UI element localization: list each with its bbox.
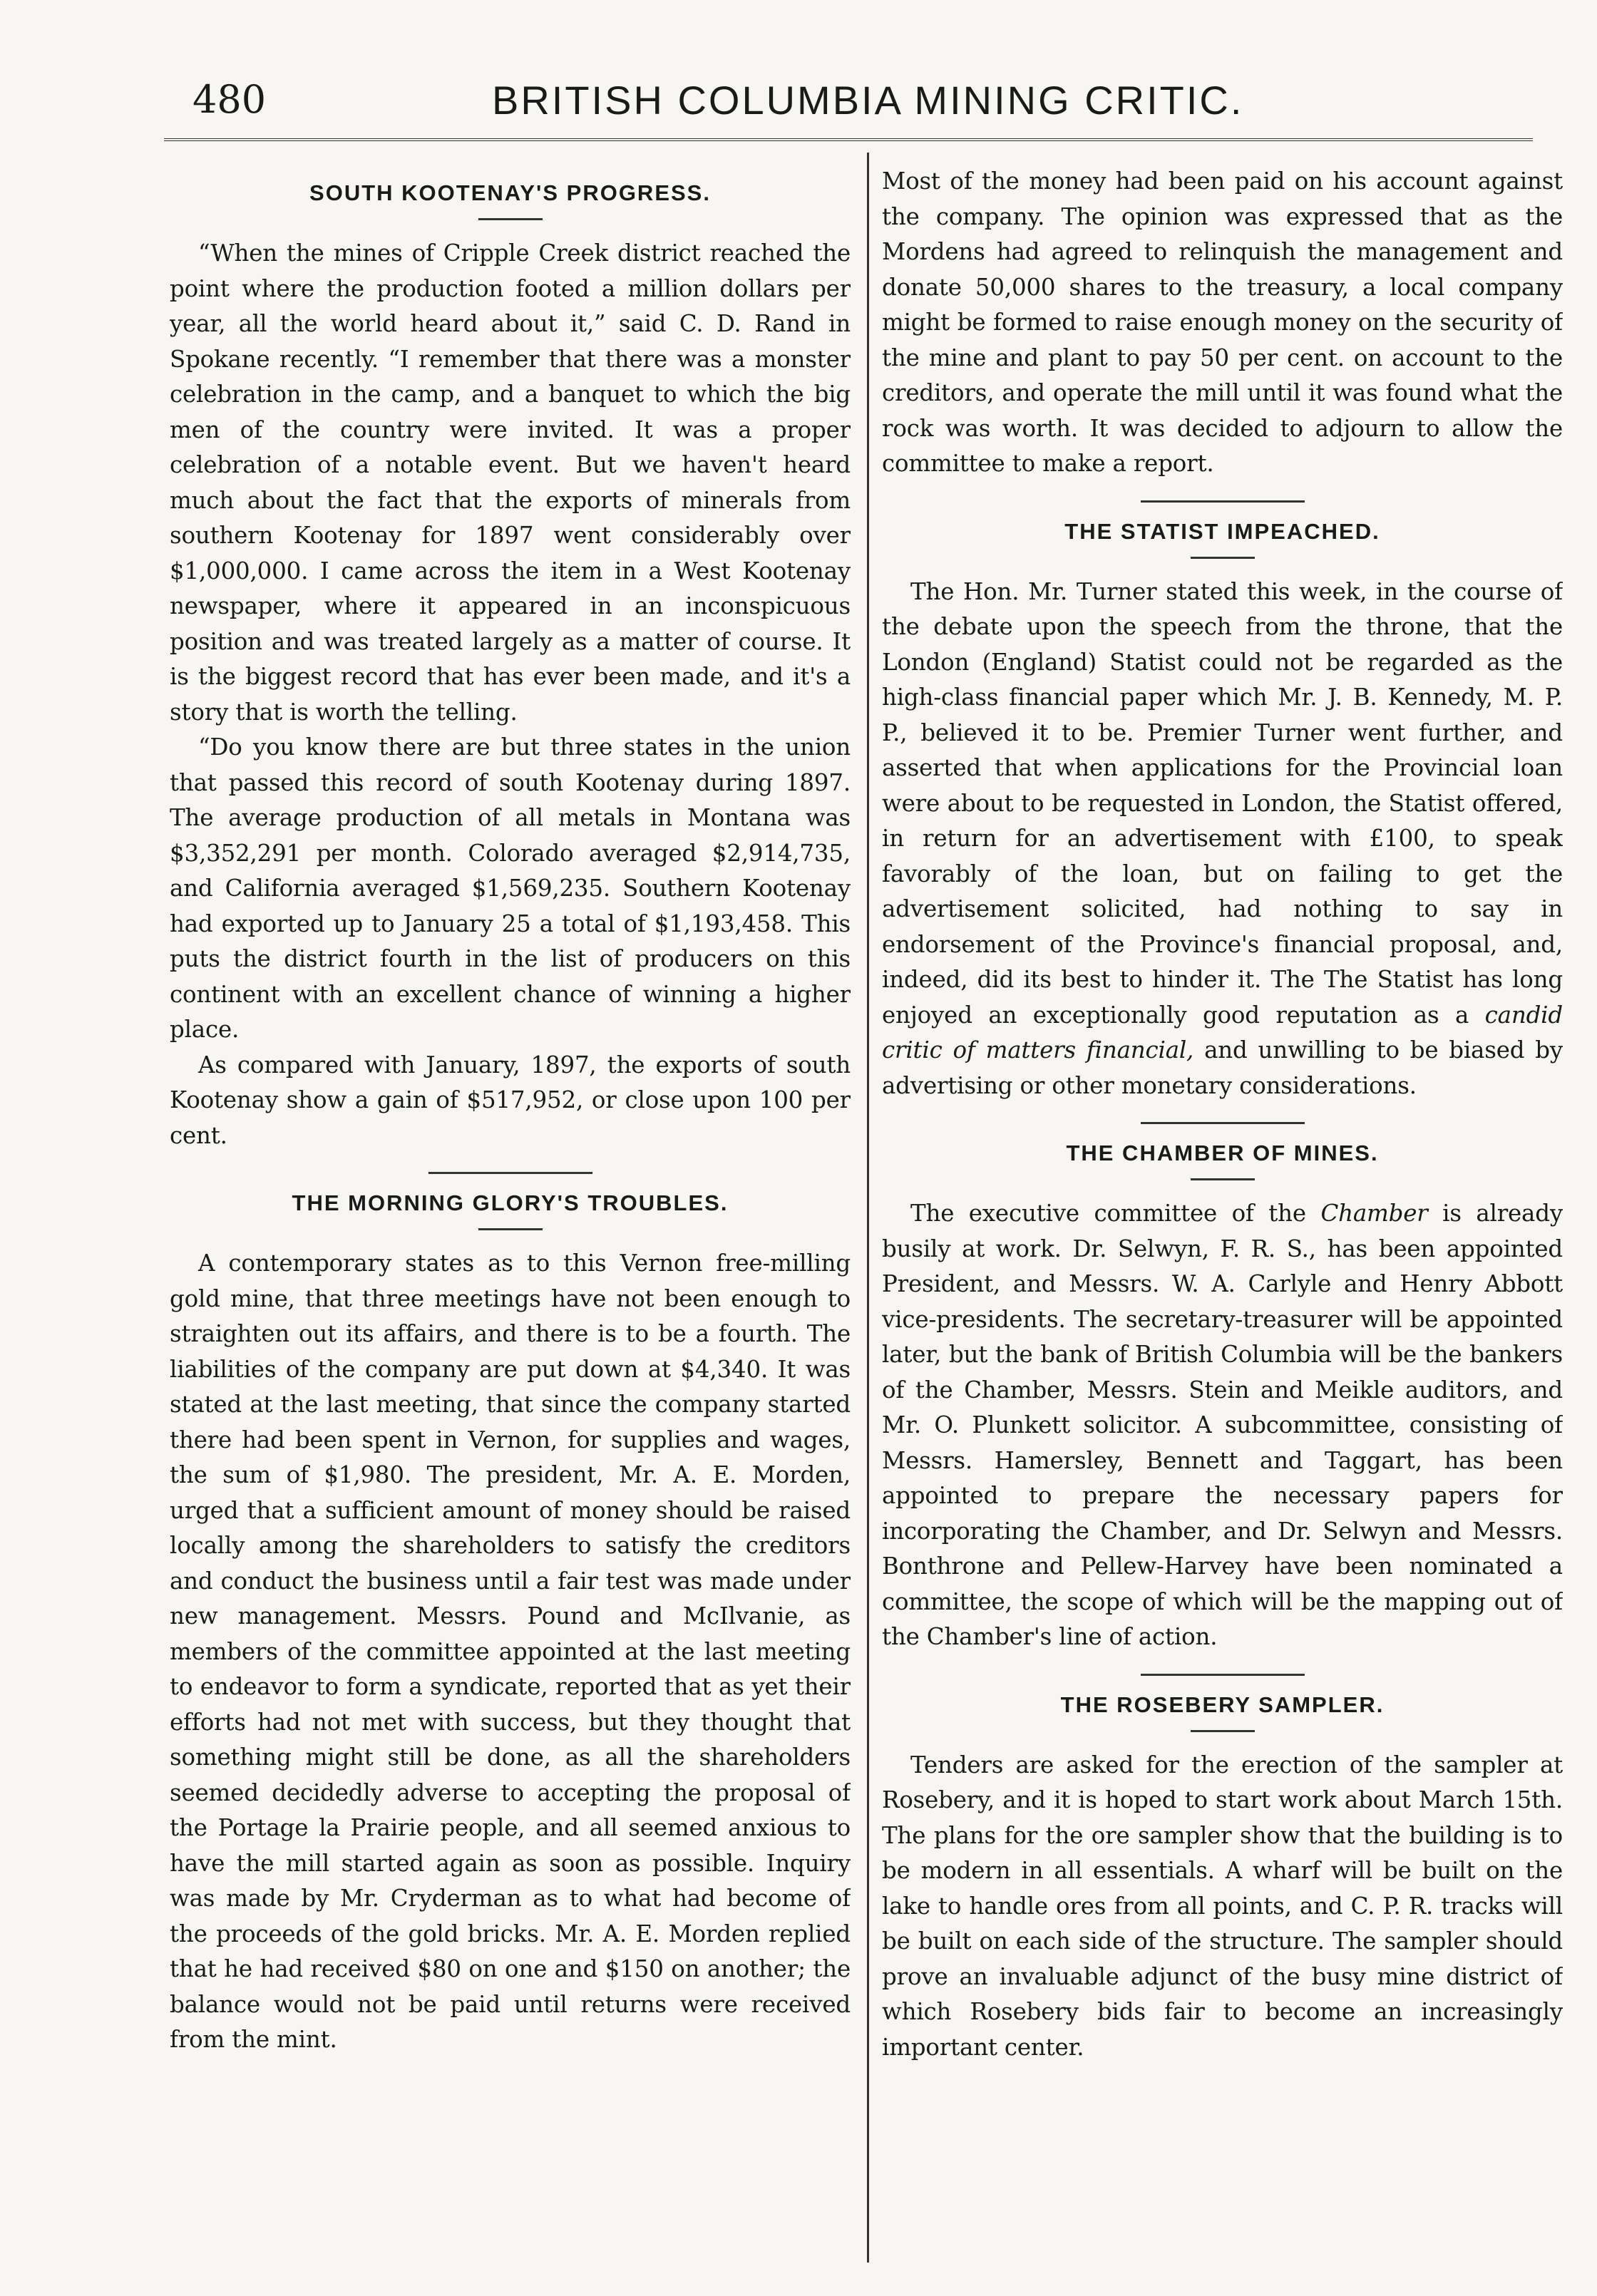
heading-rule: [1191, 557, 1255, 559]
section-heading: THE STATIST IMPEACHED.: [1064, 518, 1380, 544]
article-paragraph: As compared with January, 1897, the exports of south Kootenay show a gain of $517,952, or close upon 100 per cent.: [170, 1051, 851, 1149]
section-heading: SOUTH KOOTENAY'S PROGRESS.: [309, 180, 711, 205]
article-paragraph: Tenders are asked for the erection of the sampler at Rosebery, and it is hoped to start work about March 15th. The plans for the ore sampler show that the building is to be modern in all essentials. A wharf will be built on the lake to handle ores from all points, and C. P. R. tracks will be built on each side of the structure. The sampler should prove an invaluable adjunct of the busy mine district of which Rosebery bids fair to become an increasingly important center.: [882, 1751, 1563, 2061]
section-rule: [1141, 1674, 1305, 1676]
article-paragraph: [882, 575, 1563, 1104]
italic-phrase: candid critic of matters financial,: [882, 1001, 1563, 1064]
right-column: [882, 164, 1563, 2267]
heading-rule: [1191, 1178, 1255, 1180]
section-rule: [1141, 500, 1305, 503]
running-title: BRITISH COLUMBIA MINING CRITIC.: [492, 78, 1244, 123]
section-heading: THE MORNING GLORY'S TROUBLES.: [292, 1190, 729, 1215]
section-rule: [1141, 1122, 1305, 1124]
paragraph-text: The executive committee of the: [910, 1200, 1321, 1227]
section-rule: [428, 1172, 592, 1174]
article-paragraph: “When the mines of Cripple Creek district reached the point where the production footed a million dollars per year, all the world heard about it,” said C. D. Rand in Spokane recently. “I remember that there was a monster celebration in the camp, and a banquet to which the big men of the country were invited. It was a proper celebration of a notable event. But we haven't heard much about the fact that the exports of minerals from southern Kootenay for 1897 went considerably over $1,000,000. I came across the item in a West Kootenay newspaper, where it appeared in an inconspicuous position and was treated largely as a matter of course. It is the biggest record that has ever been made, and it's a story that is worth the telling.: [170, 240, 851, 726]
article-paragraph: [882, 1196, 1563, 1655]
left-column: [170, 164, 851, 2267]
page-header: [192, 71, 1547, 128]
article-continuation: Most of the money had been paid on his account against the company. The opinion was expressed that as the Mordens had agreed to relinquish the management and donate 50,000 shares to the treasury, a local company might be formed to raise enough money on the security of the mine and plant to pay 50 per cent. on account to the creditors, and operate the mill until it was found what the rock was worth. It was decided to adjourn to allow the committee to make a report.: [882, 168, 1563, 477]
article-paragraph: “Do you know there are but three states in the union that passed this record of south Kootenay during 1897. The average production of all metals in Montana was $3,352,291 per month. Colorado averaged $2,914,735, and California averaged $1,569,235. Southern Kootenay had exported up to January 25 a total of $1,193,458. This puts the district fourth in the list of producers on this continent with an excellent chance of winning a higher place.: [170, 733, 851, 1043]
heading-rule: [1191, 1730, 1255, 1732]
page-number: 480: [192, 77, 267, 122]
column-divider: [867, 153, 869, 2262]
article-paragraph: A contemporary states as to this Vernon free-milling gold mine, that three meetings have not been enough to straighten out its affairs, and there is to be a fourth. The liabilities of the company are put down at $4,340. It was stated at the last meeting, that since the company started there had been spent in Vernon, for supplies and wages, the sum of $1,980. The president, Mr. A. E. Morden, urged that a sufficient amount of money should be raised locally among the shareholders to satisfy the creditors and conduct the business until a fair test was made under new management. Messrs. Pound and McIlvanie, as members of the committee appointed at the last meeting to endeavor to form a syndicate, reported that as yet their efforts had not met with success, but they thought that something might still be done, as all the shareholders seemed decidedly adverse to accepting the proposal of the Portage la Prairie people, and all seemed anxious to have the mill started again as soon as possible. Inquiry was made by Mr. Cryderman as to what had become of the proceeds of the gold bricks. Mr. A. E. Morden replied that he had received $80 on one and $150 on another; the balance would not be paid until returns were received from the mint.: [170, 1250, 851, 2053]
header-rule: [164, 138, 1533, 141]
paragraph-text: The Hon. Mr. Turner stated this week, in the course of the debate upon the speech from the throne, that the London (England) Statist could not be regarded as the high-class financial paper which Mr. J. B. Kennedy, M. P. P., believed it to be. Premier Turner went further, and asserted that when applications for the Provincial loan were about to be requested in London, the Statist offered, in return for an advertisement with £100, to speak favorably of the loan, but on failing to get the advertisement solicited, had nothing to say in endorsement of the Province's financial proposal, and, indeed, did its best to hinder it. The The Statist has long enjoyed an exceptionally good reputation as a: [882, 577, 1563, 1029]
italic-phrase: Chamber: [1320, 1200, 1428, 1227]
heading-rule: [478, 1228, 543, 1230]
section-heading: THE CHAMBER OF MINES.: [1066, 1141, 1379, 1165]
paragraph-text: and unwilling to be biased by advertising or other monetary considerations.: [882, 1036, 1563, 1099]
heading-rule: [478, 218, 543, 220]
paragraph-text: is already busily at work. Dr. Selwyn, F. R. S., has been appointed President, and Messrs. W. A. Carlyle and Henry Abbott vice-presidents. The secretary-treasurer will be appointed later, but the bank of British Columbia will be the bankers of the Chamber, Messrs. Stein and Meikle auditors, and Mr. O. Plunkett solicitor. A subcommittee, consisting of Messrs. Hamersley, Bennett and Taggart, has been appointed to prepare the necessary papers for incorporating the Chamber, and Dr. Selwyn and Messrs. Bonthrone and Pellew-Harvey have been nominated a committee, the scope of which will be the mapping out of the Chamber's line of action.: [882, 1200, 1563, 1650]
section-heading: THE ROSEBERY SAMPLER.: [1060, 1692, 1385, 1717]
